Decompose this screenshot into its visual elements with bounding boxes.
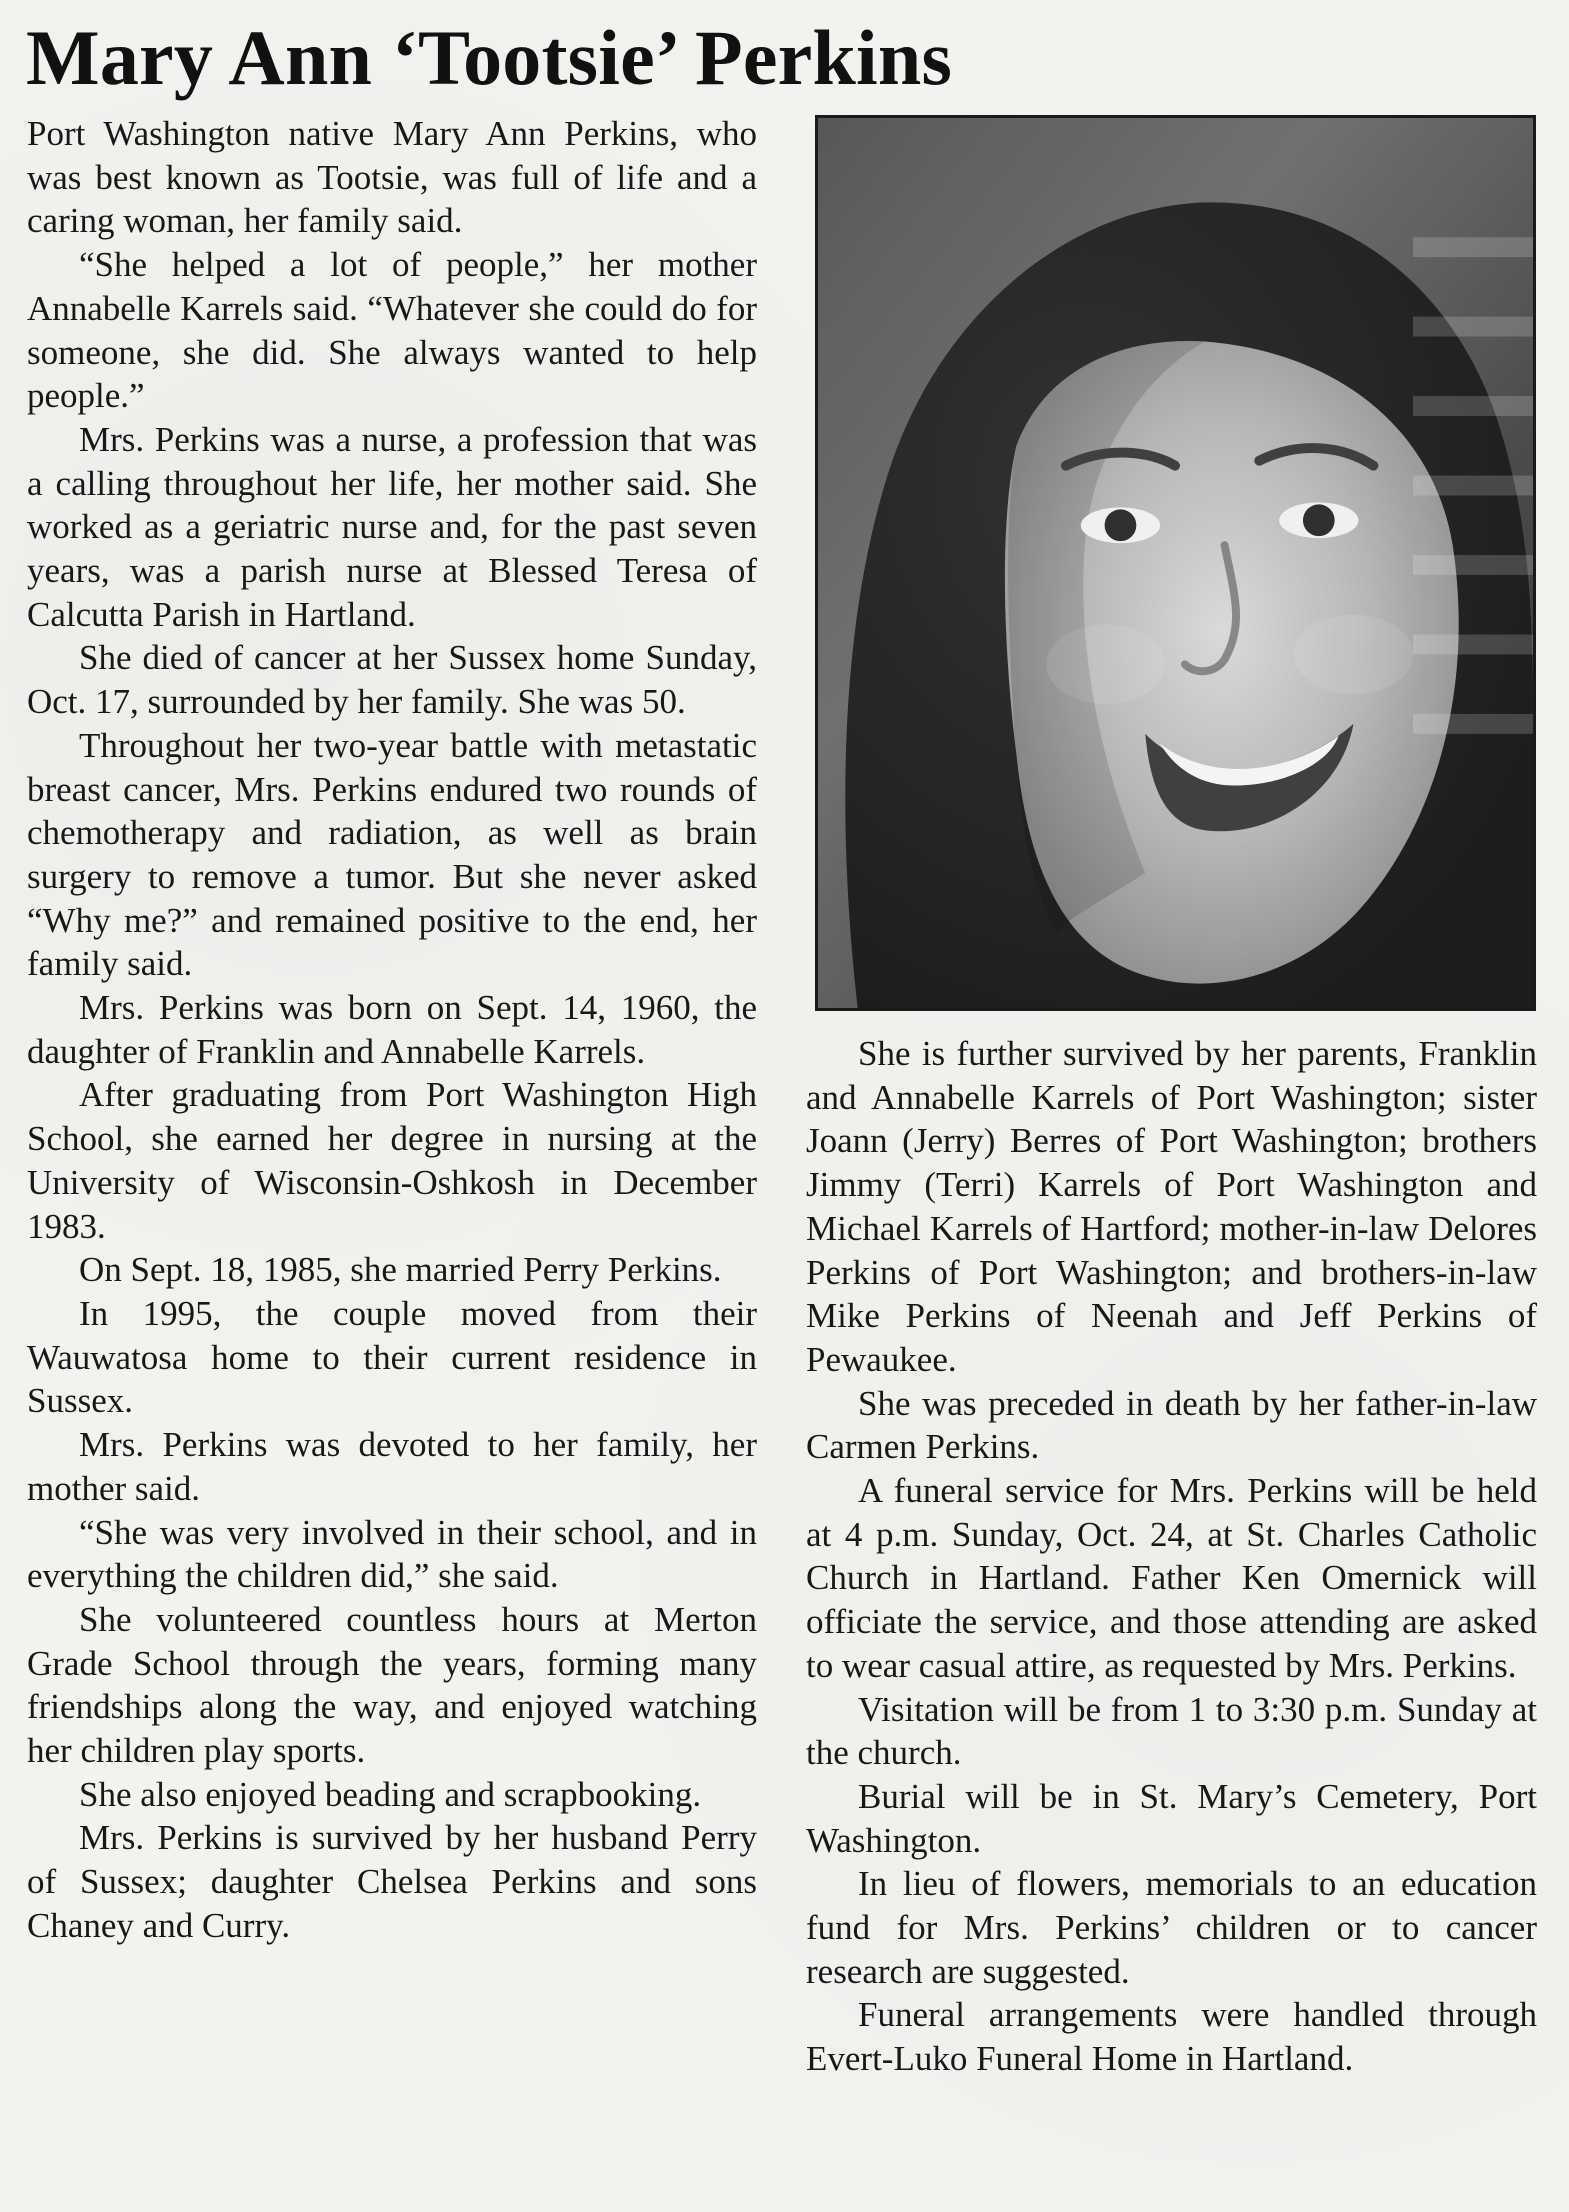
- paragraph: Throughout her two-year battle with metastatic breast cancer, Mrs. Perkins endured two rounds of chemotherapy and radiation, as well as brain surgery to remove a tumor. But she never asked “Why me?” and remained positive to the end, her family said.: [27, 725, 757, 984]
- paragraph: She is further survived by her parents, Franklin and Annabelle Karrels of Port Washington; sister Joann (Jerry) Berres of Port Washington; brothers Jimmy (Terri) Karrels of Port Washington and Michael Karrels of Hartford; mother-in-law Delores Perkins of Port Washington; and brothers-in-law Mike Perkins of Neenah and Jeff Perkins of Pewaukee.: [806, 1034, 1537, 1379]
- paragraph: She was preceded in death by her father-in-law Carmen Perkins.: [806, 1383, 1537, 1467]
- paragraph: She also enjoyed beading and scrapbooking.: [79, 1774, 702, 1814]
- paragraph: “She helped a lot of people,” her mother Annabelle Karrels said. “Whatever she could do for someone, she did. She always wanted to help people.”: [27, 245, 757, 416]
- paragraph: She died of cancer at her Sussex home Sunday, Oct. 17, surrounded by her family. She was 50.: [27, 638, 757, 722]
- paragraph: Mrs. Perkins was devoted to her family, her mother said.: [27, 1425, 757, 1508]
- paragraph: A funeral service for Mrs. Perkins will be held at 4 p.m. Sunday, Oct. 24, at St. Charles Catholic Church in Hartland. Father Ken Omernick will officiate the service, and those attending are asked to wear casual attire, as requested by Mrs. Perkins.: [806, 1471, 1537, 1685]
- paragraph: Mrs. Perkins was born on Sept. 14, 1960, the daughter of Franklin and Annabelle Karrels.: [27, 988, 757, 1071]
- paragraph: On Sept. 18, 1985, she married Perry Perkins.: [79, 1250, 722, 1290]
- paragraph: In lieu of flowers, memorials to an education fund for Mrs. Perkins’ children or to cancer research are suggested.: [806, 1864, 1537, 1991]
- paragraph: Mrs. Perkins was a nurse, a profession that was a calling throughout her life, her mother said. She worked as a geriatric nurse and, for the past seven years, was a parish nurse at Blessed Teresa of Calcutta Parish in Hartland.: [27, 419, 757, 634]
- portrait-photo-icon: [818, 118, 1533, 1008]
- paragraph: In 1995, the couple moved from their Wauwatosa home to their current residence in Sussex.: [27, 1293, 757, 1421]
- paragraph: Mrs. Perkins is survived by her husband Perry of Sussex; daughter Chelsea Perkins and sons Chaney and Curry.: [27, 1818, 757, 1945]
- paragraph: Funeral arrangements were handled through Evert-Luko Funeral Home in Hartland.: [806, 1995, 1537, 2079]
- paragraph: She volunteered countless hours at Merton Grade School through the years, forming many friendships along the way, and enjoyed watching her children play sports.: [27, 1599, 757, 1771]
- paragraph: Burial will be in St. Mary’s Cemetery, Port Washington.: [806, 1776, 1537, 1860]
- paragraph: Port Washington native Mary Ann Perkins, who was best known as Tootsie, was full of life and a caring woman, her family said.: [27, 114, 757, 241]
- portrait-photo: [815, 115, 1536, 1011]
- paragraph: “She was very involved in their school, and in everything the children did,” she said.: [27, 1512, 757, 1596]
- paragraph: Visitation will be from 1 to 3:30 p.m. Sunday at the church.: [806, 1689, 1537, 1773]
- paragraph: After graduating from Port Washington High School, she earned her degree in nursing at the University of Wisconsin-Oshkosh in December 1983.: [27, 1075, 757, 1246]
- left-text-column: [27, 112, 757, 1948]
- obituary-headline: Mary Ann ‘Tootsie’ Perkins: [26, 14, 953, 101]
- right-text-column: [806, 1032, 1537, 2081]
